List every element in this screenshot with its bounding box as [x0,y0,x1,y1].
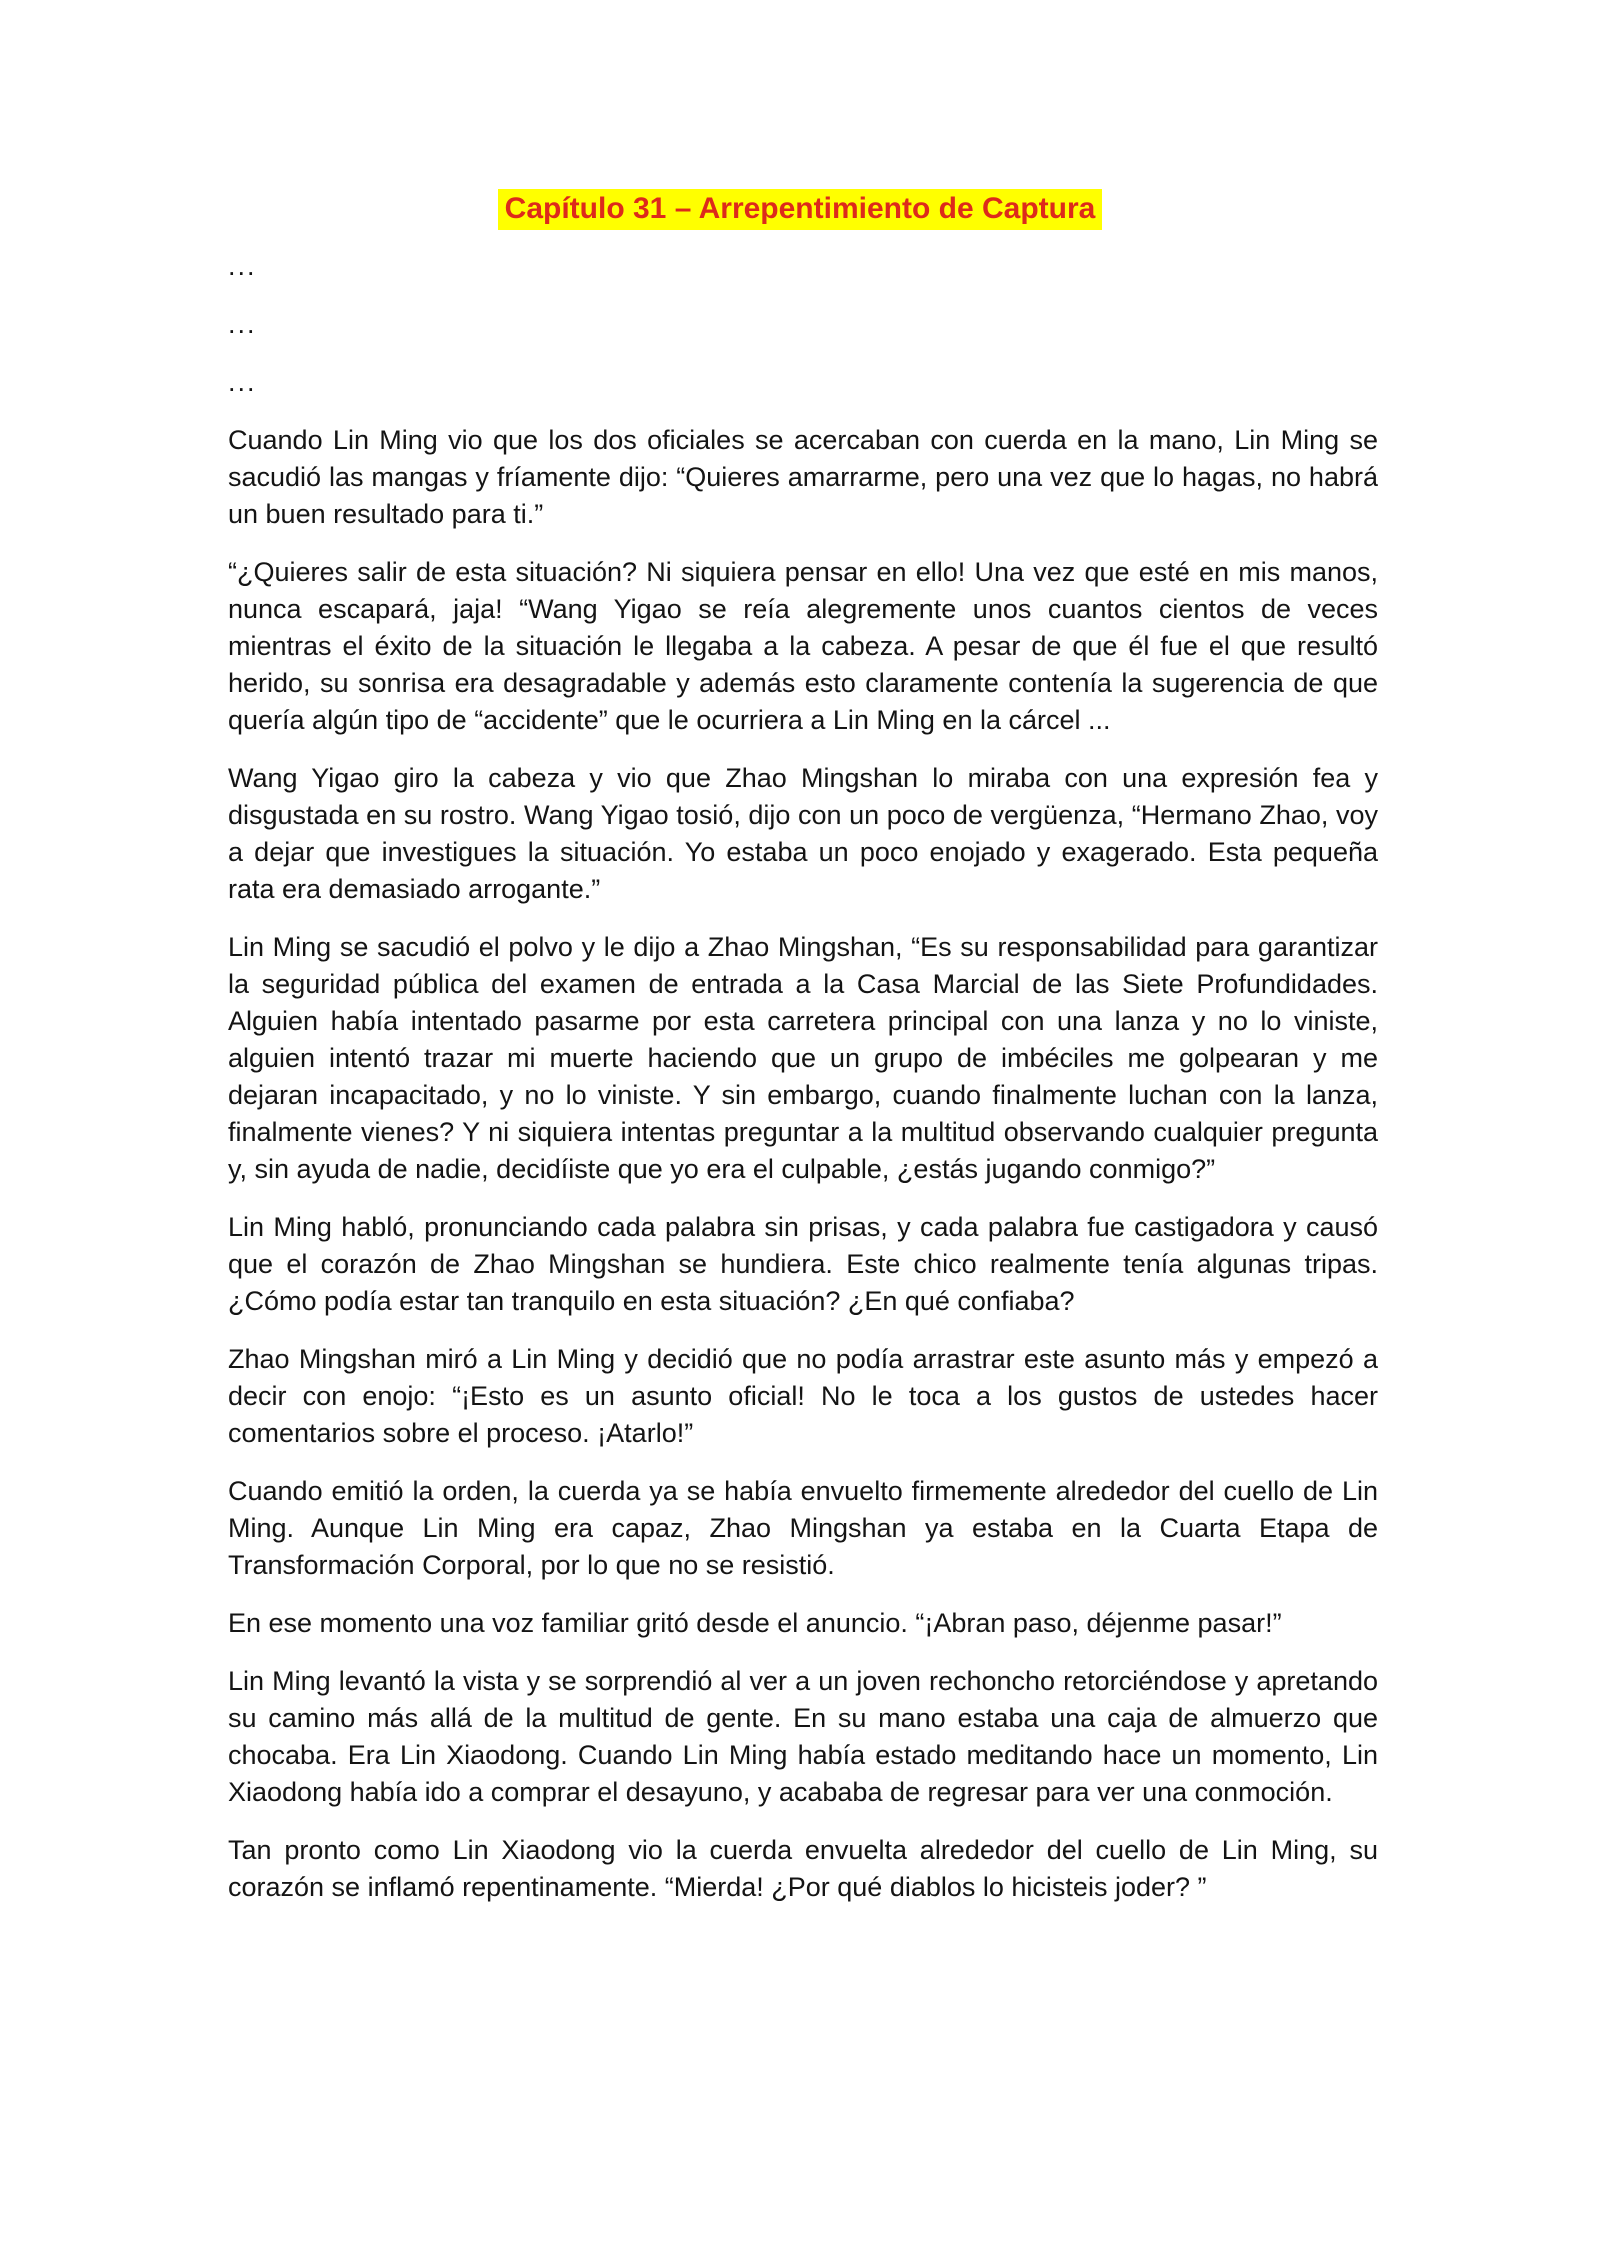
paragraph: “¿Quieres salir de esta situación? Ni siquiera pensar en ello! Una vez que esté en mis manos, nunca escapará, jaja! “Wang Yigao se reía alegremente unos cuantos cientos de veces mientras el éxito de la situación le llegaba a la cabeza. A pesar de que él fue el que resultó herido, su sonrisa era desagradable y además esto claramente contenía la sugerencia de que quería algún tipo de “accidente” que le ocurriera a Lin Ming en la cárcel ... [228,557,1378,735]
paragraph: Zhao Mingshan miró a Lin Ming y decidió que no podía arrastrar este asunto más y empezó a decir con enojo: “¡Esto es un asunto oficial! No le toca a los gustos de ustedes hacer comentarios sobre el proceso. ¡Atarlo!” [228,1344,1378,1448]
document-body [228,248,1378,1906]
paragraph: Cuando emitió la orden, la cuerda ya se había envuelto firmemente alrededor del cuello de Lin Ming. Aunque Lin Ming era capaz, Zhao Mingshan ya estaba en la Cuarta Etapa de Transformación Corporal, por lo que no se resistió. [228,1476,1378,1580]
paragraph: Cuando Lin Ming vio que los dos oficiales se acercaban con cuerda en la mano, Lin Ming se sacudió las mangas y fríamente dijo: “Quieres amarrarme, pero una vez que lo hagas, no habrá un buen resultado para ti.” [228,425,1378,529]
paragraph: En ese momento una voz familiar gritó desde el anuncio. “¡Abran paso, déjenme pasar!” [228,1608,1282,1638]
paragraph: Tan pronto como Lin Xiaodong vio la cuerda envuelta alrededor del cuello de Lin Ming, su corazón se inflamó repentinamente. “Mierda! ¿Por qué diablos lo hicisteis joder? ” [228,1835,1378,1902]
paragraph: Lin Ming habló, pronunciando cada palabra sin prisas, y cada palabra fue castigadora y causó que el corazón de Zhao Mingshan se hundiera. Este chico realmente tenía algunas tripas. ¿Cómo podía estar tan tranquilo en esta situación? ¿En qué confiaba? [228,1212,1378,1316]
paragraph: Wang Yigao giro la cabeza y vio que Zhao Mingshan lo miraba con una expresión fea y disgustada en su rostro. Wang Yigao tosió, dijo con un poco de vergüenza, “Hermano Zhao, voy a dejar que investigues la situación. Yo estaba un poco enojado y exagerado. Esta pequeña rata era demasiado arrogante.” [228,763,1378,904]
title-row [0,0,1600,230]
paragraph: Lin Ming levantó la vista y se sorprendió al ver a un joven rechoncho retorciéndose y apretando su camino más allá de la multitud de gente. En su mano estaba una caja de almuerzo que chocaba. Era Lin Xiaodong. Cuando Lin Ming había estado meditando hace un momento, Lin Xiaodong había ido a comprar el desayuno, y acababa de regresar para ver una conmoción. [228,1666,1378,1807]
ellipsis-line: ... [228,367,257,397]
ellipsis-line: ... [228,309,257,339]
ellipsis-line: ... [228,251,257,281]
paragraph: Lin Ming se sacudió el polvo y le dijo a Zhao Mingshan, “Es su responsabilidad para garantizar la seguridad pública del examen de entrada a la Casa Marcial de las Siete Profundidades. Alguien había intentado pasarme por esta carretera principal con una lanza y no lo viniste, alguien intentó trazar mi muerte haciendo que un grupo de imbéciles me golpearan y me dejaran incapacitado, y no lo viniste. Y sin embargo, cuando finalmente luchan con la lanza, finalmente vienes? Y ni siquiera intentas preguntar a la multitud observando cualquier pregunta y, sin ayuda de nadie, decidíiste que yo era el culpable, ¿estás jugando conmigo?” [228,932,1378,1184]
chapter-title: Capítulo 31 – Arrepentimiento de Captura [498,189,1103,230]
